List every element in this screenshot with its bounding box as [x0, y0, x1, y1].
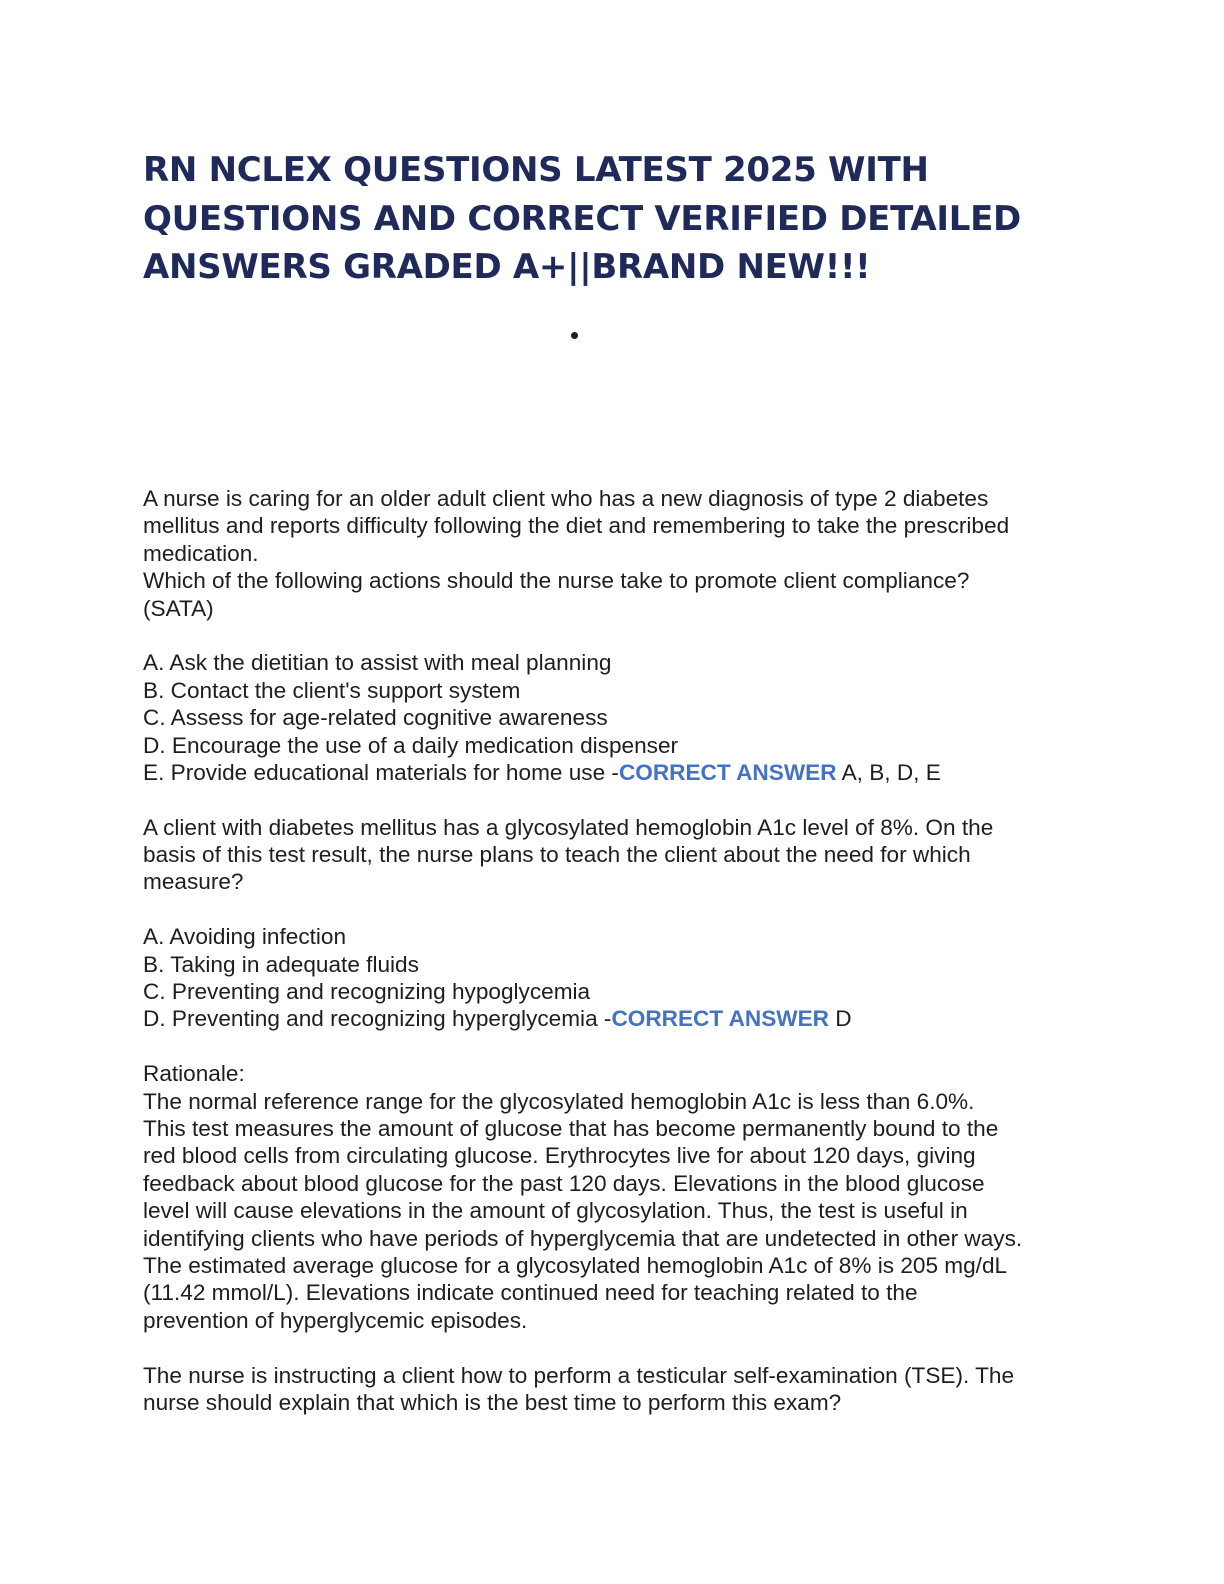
document-title: [143, 146, 1103, 292]
rationale-line: prevention of hyperglycemic episodes.: [143, 1307, 528, 1333]
answer-option-text: D. Preventing and recognizing hyperglycemia -: [143, 1006, 612, 1032]
correct-answer-label: CORRECT ANSWER: [618, 759, 837, 785]
spacer: [143, 1033, 1083, 1060]
question-stem-line: mellitus and reports difficulty following the diet and remembering to take the prescribed: [143, 513, 1010, 539]
answer-option: A. Avoiding infection: [143, 924, 347, 950]
question-2: [143, 814, 1083, 1334]
question-1: [143, 485, 1083, 786]
answer-option: B. Contact the client's support system: [143, 677, 521, 703]
spacer: [143, 1334, 1083, 1361]
bullet-dot-icon: [571, 332, 578, 339]
question-stem-line: nurse should explain that which is the best time to perform this exam?: [143, 1389, 842, 1415]
answer-option: D. Encourage the use of a daily medication dispenser: [143, 732, 679, 758]
question-stem-line: medication.: [143, 540, 259, 566]
rationale-line: red blood cells from circulating glucose. Erythrocytes live for about 120 days, giving: [143, 1143, 976, 1169]
correct-answer-value: D: [829, 1006, 852, 1032]
question-stem-line: basis of this test result, the nurse plans to teach the client about the need for which: [143, 842, 971, 868]
question-stem-line: A nurse is caring for an older adult client who has a new diagnosis of type 2 diabetes: [143, 486, 989, 511]
spacer: [143, 786, 1083, 813]
rationale-line: feedback about blood glucose for the past 120 days. Elevations in the blood glucose: [143, 1170, 985, 1196]
rationale-line: This test measures the amount of glucose that has become permanently bound to the: [143, 1115, 999, 1141]
spacer: [143, 622, 1083, 649]
question-stem-line: measure?: [143, 869, 244, 895]
correct-answer-label: CORRECT ANSWER: [611, 1006, 830, 1032]
answer-option: C. Assess for age-related cognitive awareness: [143, 705, 608, 731]
rationale-heading: Rationale:: [143, 1061, 245, 1087]
rationale-line: The estimated average glucose for a glycosylated hemoglobin A1c of 8% is 205 mg/dL: [143, 1252, 1008, 1278]
correct-answer-value: A, B, D, E: [836, 759, 941, 785]
answer-option-text: E. Provide educational materials for home use -: [143, 759, 619, 785]
question-stem-line: Which of the following actions should the nurse take to promote client compliance?: [143, 568, 970, 594]
title-line: QUESTIONS AND CORRECT VERIFIED DETAILED: [143, 198, 1021, 239]
question-stem-line: A client with diabetes mellitus has a glycosylated hemoglobin A1c level of 8%. On the: [143, 814, 994, 840]
question-stem-line: The nurse is instructing a client how to perform a testicular self-examination (TSE). The: [143, 1362, 1015, 1388]
title-line: ANSWERS GRADED A+||BRAND NEW!!!: [143, 247, 871, 287]
question-stem-line: (SATA): [143, 595, 214, 621]
rationale-line: The normal reference range for the glycosylated hemoglobin A1c is less than 6.0%.: [143, 1088, 975, 1114]
question-3: [143, 1362, 1083, 1417]
answer-option: C. Preventing and recognizing hypoglycemia: [143, 979, 591, 1005]
answer-option: A. Ask the dietitian to assist with meal planning: [143, 650, 612, 676]
answer-option: B. Taking in adequate fluids: [143, 951, 419, 977]
spacer: [143, 896, 1083, 923]
document-body: [143, 485, 1083, 1416]
rationale-line: identifying clients who have periods of hyperglycemia that are undetected in other ways.: [143, 1225, 1023, 1251]
rationale-line: (11.42 mmol/L). Elevations indicate continued need for teaching related to the: [143, 1280, 918, 1306]
rationale-line: level will cause elevations in the amount of glycosylation. Thus, the test is useful in: [143, 1198, 968, 1224]
answer-option-with-key: [143, 1005, 1083, 1032]
title-line: RN NCLEX QUESTIONS LATEST 2025 WITH: [143, 150, 929, 190]
answer-option-with-key: [143, 759, 1083, 786]
